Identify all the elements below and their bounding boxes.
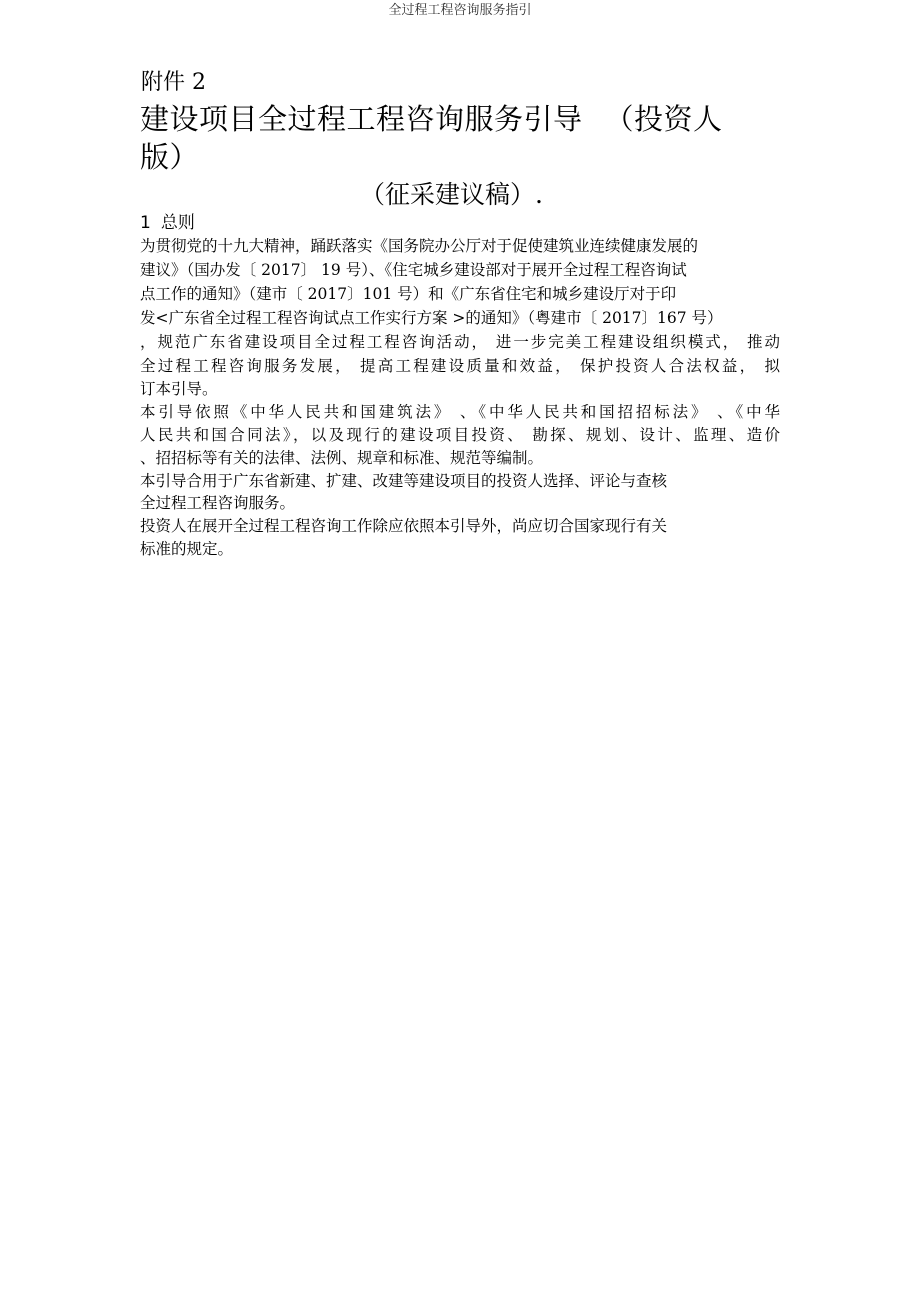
section-title: 总则 [160, 213, 195, 233]
body-text-line: 发<广东省全过程工程咨询试点工作实行方案 >的通知》（粤建市〔 2017〕167 号） [140, 309, 723, 327]
section-number: 1 [140, 213, 151, 233]
annex-label: 附件 2 [141, 70, 206, 95]
document-subtitle: （征采建议稿）. [360, 180, 543, 209]
document-title-main: 建设项目全过程工程咨询服务引导 [140, 102, 583, 136]
document-title [140, 100, 760, 176]
body-text-line: 点工作的通知》（建市〔 2017〕101 号）和《广东省住宅和城乡建设厅对于印 [140, 285, 677, 303]
body-text-line: 本引导合用于广东省新建、扩建、改建等建设项目的投资人选择、评论与查核 [140, 472, 668, 490]
body-text-line: 为贯彻党的十九大精神，踊跃落实《国务院办公厅对于促使建筑业连续健康发展的 [140, 237, 699, 255]
body-text-line: 本引导依照《中华人民共和国建筑法》 、《中华人民共和国招招标法》 、《中华 [140, 403, 780, 421]
body-text-line: 人民共和国合同法》，以及现行的建设项目投资、 勘探、规划、设计、监理、造价 [140, 426, 780, 444]
body-text-line: 投资人在展开全过程工程咨询工作除应依照本引导外，尚应切合国家现行有关 [140, 517, 668, 535]
document-title-continuation: 版） [140, 140, 200, 174]
body-text-line: 全过程工程咨询服务发展， 提高工程建设质量和效益， 保护投资人合法权益， 拟 [140, 357, 780, 375]
body-text-line: 订本引导。 [140, 380, 218, 398]
running-header: 全过程工程咨询服务指引 [388, 3, 532, 18]
body-text-line: 建议》（国办发〔 2017〕 19 号）、《住宅城乡建设部对于展开全过程工程咨询试 [140, 261, 687, 279]
body-text-line: 、招招标等有关的法律、法例、规章和标准、规范等编制。 [140, 449, 544, 467]
body-text-line: 全过程工程咨询服务。 [140, 494, 296, 512]
body-text-line: ，规范广东省建设项目全过程工程咨询活动， 进一步完美工程建设组织模式， 推动 [140, 333, 780, 351]
body-text-line: 标准的规定。 [140, 540, 234, 558]
document-title-edition: （投资人 [604, 102, 723, 136]
section-heading [140, 212, 195, 234]
